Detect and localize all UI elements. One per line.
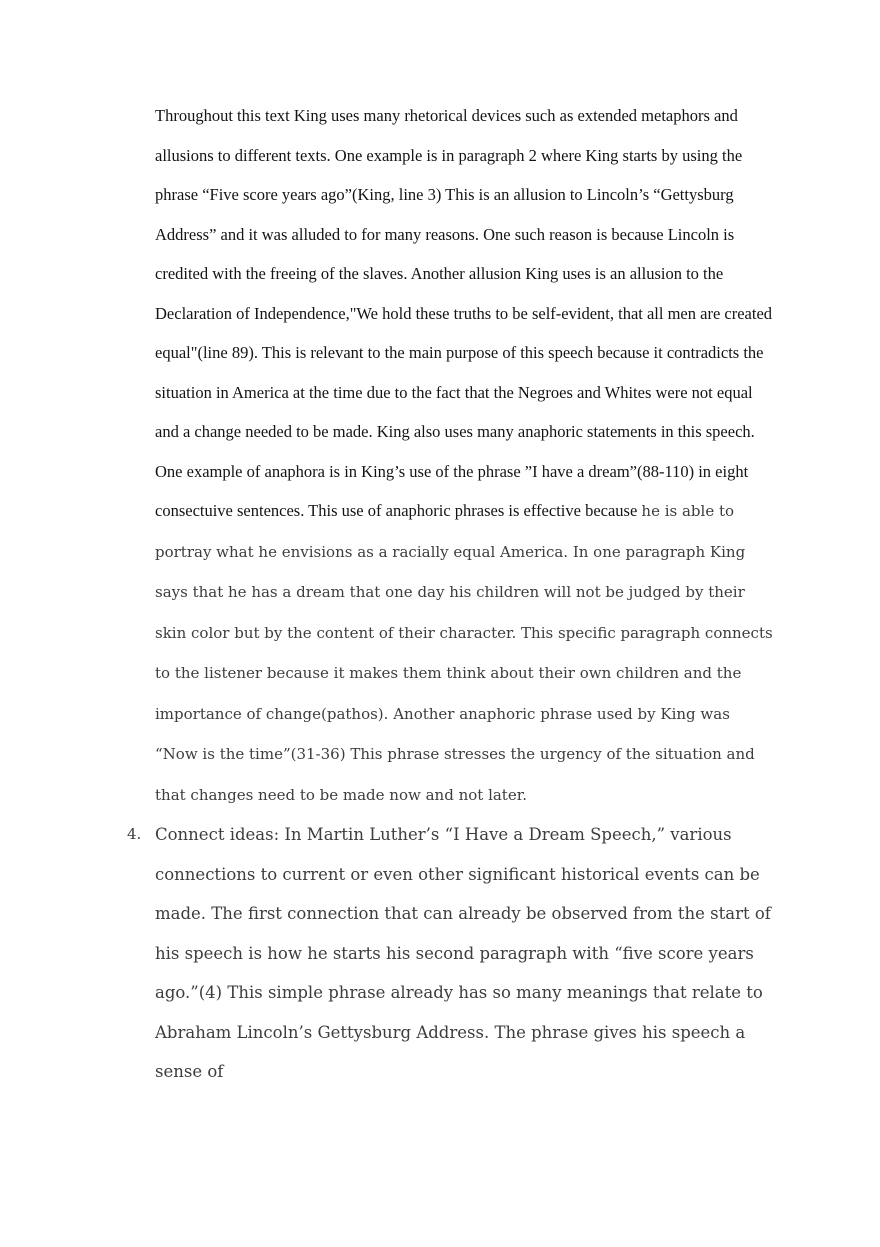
numbered-list-item-4 (127, 815, 777, 1092)
essay-paragraph-segment-primary: Throughout this text King uses many rhetorical devices such as extended metaphors and allusions to different texts. One example is in paragraph 2 where King starts by using the phrase “Five score years ago”(King, line 3) This is an allusion to Lincoln’s “Gettysburg Address” and it was alluded to for many reasons. One such reason is because Lincoln is credited with the freeing of the slaves. Another allusion King uses is an allusion to the Declaration of Independence,"We hold these truths to be self-evident, that all men are created equal"(line 89). This is relevant to the main purpose of this speech because it contradicts the situation in America at the time due to the fact that the Negroes and Whites were not equal and a change needed to be made. King also uses many anaphoric statements in this speech. One example of anaphora is in King’s use of the phrase ”I have a dream”(88-110) in eight consectuive sentences. This use of anaphoric phrases is effective because (155, 106, 773, 520)
essay-paragraph (155, 96, 777, 815)
essay-paragraph-segment-secondary: he is able to portray what he envisions as a racially equal America. In one paragraph King says that he has a dream that one day his children will not be judged by their skin color but by the content of their character. This specific paragraph connects to the listener because it makes them think about their own children and the importance of change(pathos). Another anaphoric phrase used by King was “Now is the time”(31-36) This phrase stresses the urgency of the situation and that changes need to be made now and not later. (155, 502, 773, 804)
list-item-text: Connect ideas: In Martin Luther’s “I Have a Dream Speech,” various connections to current or even other significant historical events can be made. The first connection that can already be observed from the start of his speech is how he starts his second paragraph with “five score years ago.”(4) This simple phrase already has so many meanings that relate to Abraham Lincoln’s Gettysburg Address. The phrase gives his speech a sense of (155, 825, 771, 1081)
document-content (127, 96, 777, 1092)
list-item-number: 4. (127, 825, 142, 843)
